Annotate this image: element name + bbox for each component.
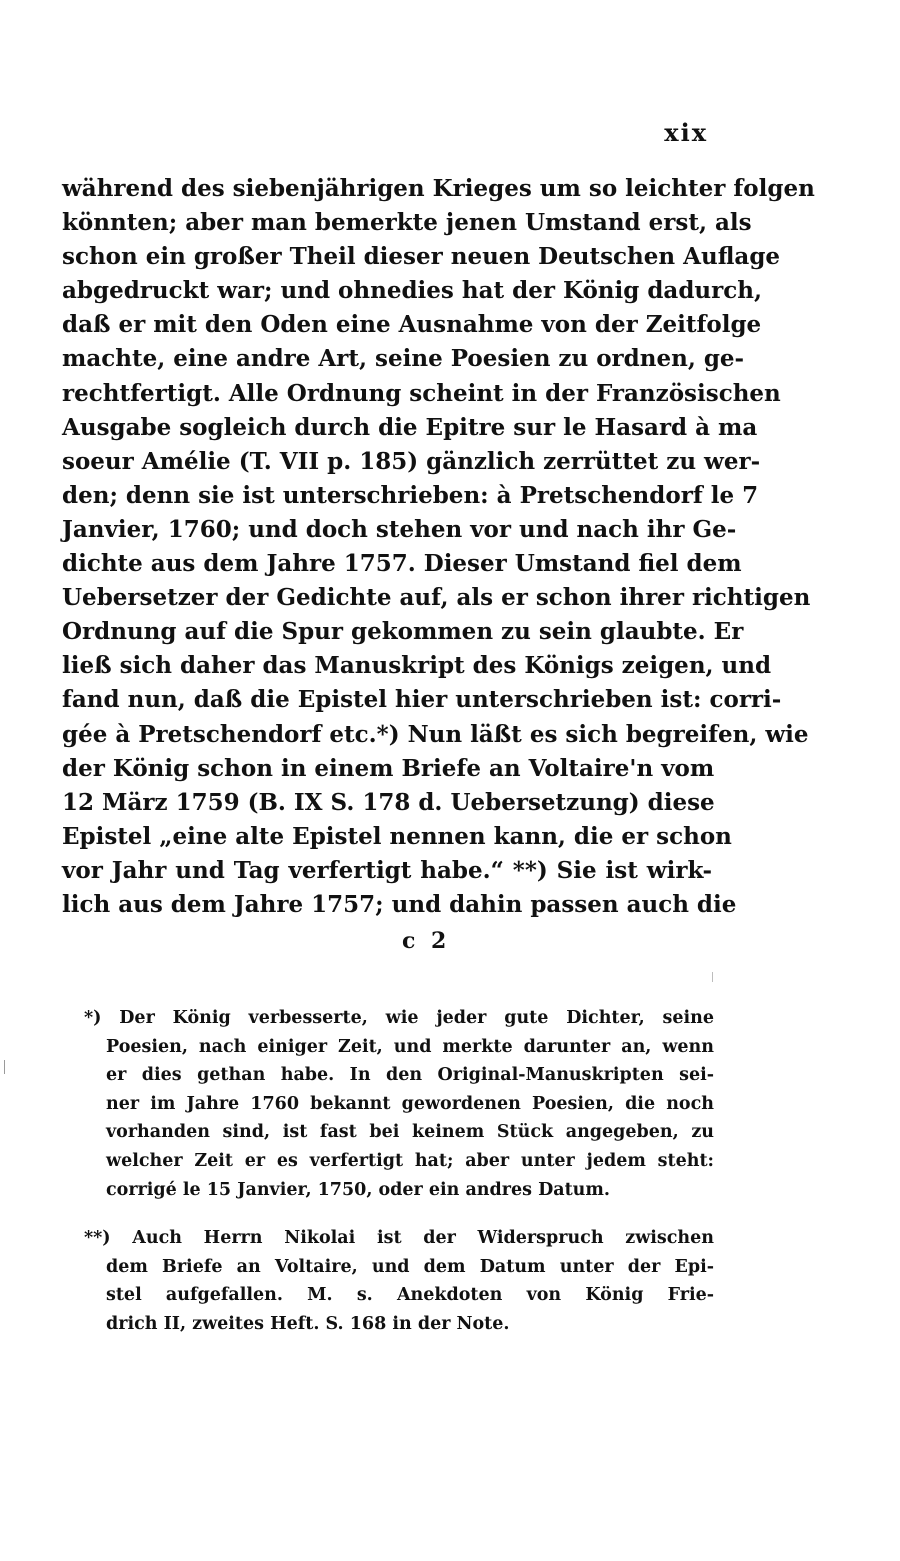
signature-mark: c 2 (402, 928, 451, 954)
text-line: schon ein großer Theil dieser neuen Deutschen Auflage (62, 243, 781, 271)
footnote-line: drich II, zweites Heft. S. 168 in der Note. (106, 1313, 510, 1334)
footnote-line: welcher Zeit er es verfertigt hat; aber unter jedem steht: (106, 1150, 714, 1171)
footnote-line: Poesien, nach einiger Zeit, und merkte darunter an, wenn (106, 1036, 714, 1057)
text-line: könnten; aber man bemerkte jenen Umstand erst, als (62, 209, 752, 237)
text-line: fand nun, daß die Epistel hier unterschrieben ist: corri- (62, 686, 782, 714)
scan-artifact (712, 972, 713, 982)
text-line: dichte aus dem Jahre 1757. Dieser Umstand fiel dem (62, 550, 742, 578)
footnote-line: corrigé le 15 Janvier, 1750, oder ein andres Datum. (106, 1179, 610, 1200)
text-line: lich aus dem Jahre 1757; und dahin passen auch die (62, 890, 737, 918)
main-text-block (62, 172, 815, 922)
text-line: Ausgabe sogleich durch die Epitre sur le Hasard à ma (62, 413, 758, 441)
scan-artifact (4, 1060, 5, 1074)
text-line: abgedruckt war; und ohnedies hat der König dadurch, (62, 277, 762, 305)
text-line: soeur Amélie (T. VII p. 185) gänzlich zerrüttet zu wer- (62, 447, 761, 475)
footnote-1 (84, 1004, 714, 1204)
footnote-line: *) Der König verbesserte, wie jeder gute Dichter, seine (84, 1008, 714, 1028)
footnote-line: vorhanden sind, ist fast bei keinem Stück angegeben, zu (106, 1122, 714, 1143)
footnote-line: ner im Jahre 1760 bekannt gewordenen Poesien, die noch (106, 1093, 714, 1114)
footnote-line: dem Briefe an Voltaire, und dem Datum unter der Epi- (106, 1256, 714, 1277)
text-line: den; denn sie ist unterschrieben: à Pretschendorf le 7 (62, 481, 759, 509)
text-line: daß er mit den Oden eine Ausnahme von der Zeitfolge (62, 311, 762, 339)
footnote-line: er dies gethan habe. In den Original-Manuskripten sei- (106, 1065, 714, 1086)
text-line: Uebersetzer der Gedichte auf, als er schon ihrer richtigen (62, 584, 811, 612)
text-line: gée à Pretschendorf etc.*) Nun läßt es sich begreifen, wie (62, 720, 809, 748)
text-line: vor Jahr und Tag verfertigt habe.“ **) Sie ist wirk- (62, 856, 712, 884)
text-line: machte, eine andre Art, seine Poesien zu ordnen, ge- (62, 345, 745, 373)
page-number: xix (664, 118, 708, 147)
text-line: Epistel „eine alte Epistel nennen kann, die er schon (62, 822, 732, 850)
text-line: Ordnung auf die Spur gekommen zu sein glaubte. Er (62, 618, 744, 646)
footnote-2 (84, 1224, 714, 1338)
text-line: 12 März 1759 (B. IX S. 178 d. Uebersetzung) diese (62, 788, 715, 816)
footnote-line: **) Auch Herrn Nikolai ist der Widerspruch zwischen (84, 1228, 714, 1248)
text-line: während des siebenjährigen Krieges um so leichter folgen (62, 175, 815, 202)
text-line: Janvier, 1760; und doch stehen vor und nach ihr Ge- (62, 515, 737, 543)
text-line: der König schon in einem Briefe an Voltaire'n vom (62, 754, 715, 782)
footnote-line: stel aufgefallen. M. s. Anekdoten von König Frie- (106, 1285, 714, 1306)
text-line: rechtfertigt. Alle Ordnung scheint in der Französischen (62, 379, 781, 407)
text-line: ließ sich daher das Manuskript des Königs zeigen, und (62, 652, 772, 680)
